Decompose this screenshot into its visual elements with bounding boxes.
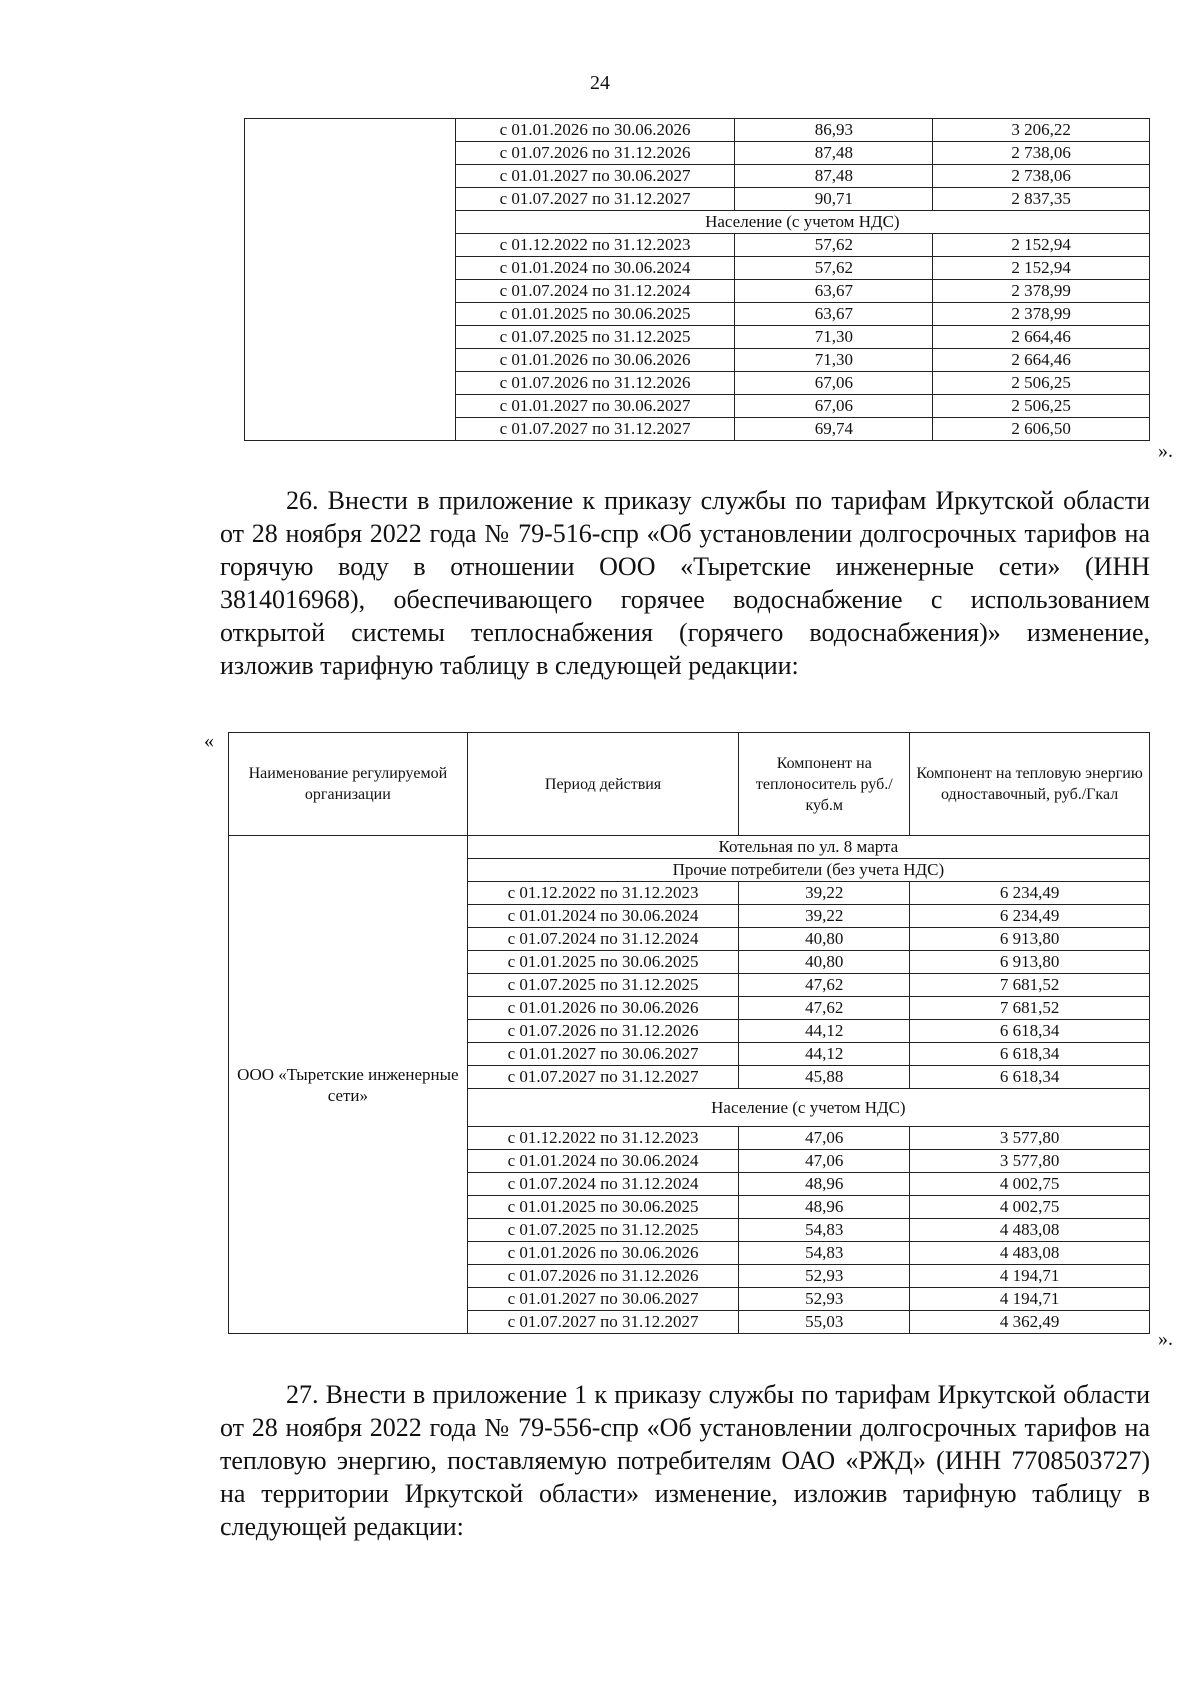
- table-header-row: [229, 733, 1150, 836]
- period-cell: с 01.01.2027 по 30.06.2027: [455, 395, 735, 418]
- period-cell: с 01.07.2027 по 31.12.2027: [455, 418, 735, 441]
- org-name: ООО «Тыретские инженерные сети»: [229, 836, 468, 1334]
- energy-value: 3 206,22: [933, 119, 1150, 142]
- period-cell: с 01.01.2026 по 30.06.2026: [467, 997, 739, 1020]
- carrier-value: 47,62: [739, 997, 910, 1020]
- header-energy: Компонент на тепловую энергию одноставочный, руб./Гкал: [910, 733, 1150, 836]
- energy-value: 4 194,71: [910, 1288, 1150, 1311]
- carrier-value: 39,22: [739, 882, 910, 905]
- carrier-value: 63,67: [735, 303, 933, 326]
- group-population-label: Население (с учетом НДС): [455, 211, 1149, 234]
- period-cell: с 01.01.2027 по 30.06.2027: [467, 1288, 739, 1311]
- carrier-value: 47,06: [739, 1127, 910, 1150]
- tariff-table-continued: [244, 118, 1150, 441]
- carrier-value: 44,12: [739, 1043, 910, 1066]
- carrier-value: 54,83: [739, 1242, 910, 1265]
- energy-value: 4 002,75: [910, 1173, 1150, 1196]
- period-cell: с 01.07.2024 по 31.12.2024: [467, 1173, 739, 1196]
- carrier-value: 67,06: [735, 372, 933, 395]
- table2-opening-mark: «: [204, 730, 214, 752]
- energy-value: 6 618,34: [910, 1020, 1150, 1043]
- period-cell: с 01.01.2027 по 30.06.2027: [455, 165, 735, 188]
- paragraph-26: 26. Внести в приложение к приказу службы по тарифам Иркутской области от 28 ноября 2022 года № 79-516-спр «Об установлении долгосрочных тарифов на горячую воду в отношении ООО «Тыретские инженерные сети» (ИНН 3814016968), обеспечивающего горячее водоснабжение с использованием открытой системы теплоснабжения (горячего водоснабжения)» изменение, изложив тарифную таблицу в следующей редакции:: [220, 486, 1150, 680]
- energy-value: 2 378,99: [933, 303, 1150, 326]
- carrier-value: 86,93: [735, 119, 933, 142]
- energy-value: 2 506,25: [933, 372, 1150, 395]
- period-cell: с 01.07.2026 по 31.12.2026: [455, 142, 735, 165]
- period-cell: с 01.01.2025 по 30.06.2025: [455, 303, 735, 326]
- carrier-value: 71,30: [735, 326, 933, 349]
- energy-value: 4 194,71: [910, 1265, 1150, 1288]
- energy-value: 2 738,06: [933, 142, 1150, 165]
- carrier-value: 57,62: [735, 257, 933, 280]
- boiler-label: Котельная по ул. 8 марта: [467, 836, 1149, 859]
- page-number: 24: [590, 72, 610, 94]
- org-cell-empty: [245, 119, 456, 441]
- carrier-value: 40,80: [739, 951, 910, 974]
- carrier-value: 40,80: [739, 928, 910, 951]
- header-org: Наименование регулируемой организации: [229, 733, 468, 836]
- period-cell: с 01.07.2025 по 31.12.2025: [467, 1219, 739, 1242]
- energy-value: 2 664,46: [933, 349, 1150, 372]
- energy-value: 6 618,34: [910, 1043, 1150, 1066]
- energy-value: 3 577,80: [910, 1150, 1150, 1173]
- carrier-value: 52,93: [739, 1265, 910, 1288]
- energy-value: 2 152,94: [933, 257, 1150, 280]
- carrier-value: 69,74: [735, 418, 933, 441]
- period-cell: с 01.07.2027 по 31.12.2027: [455, 188, 735, 211]
- energy-value: 2 378,99: [933, 280, 1150, 303]
- header-period: Период действия: [467, 733, 739, 836]
- header-carrier: Компонент на теплоноситель руб./куб.м: [739, 733, 910, 836]
- period-cell: с 01.07.2026 по 31.12.2026: [467, 1020, 739, 1043]
- energy-value: 3 577,80: [910, 1127, 1150, 1150]
- energy-value: 2 152,94: [933, 234, 1150, 257]
- period-cell: с 01.12.2022 по 31.12.2023: [467, 1127, 739, 1150]
- carrier-value: 47,06: [739, 1150, 910, 1173]
- period-cell: с 01.12.2022 по 31.12.2023: [455, 234, 735, 257]
- energy-value: 2 738,06: [933, 165, 1150, 188]
- period-cell: с 01.07.2026 по 31.12.2026: [467, 1265, 739, 1288]
- carrier-value: 48,96: [739, 1196, 910, 1219]
- energy-value: 2 506,25: [933, 395, 1150, 418]
- energy-value: 6 234,49: [910, 882, 1150, 905]
- period-cell: с 01.01.2025 по 30.06.2025: [467, 1196, 739, 1219]
- carrier-value: 47,62: [739, 974, 910, 997]
- carrier-value: 87,48: [735, 142, 933, 165]
- table2-closing-mark: ».: [1158, 1328, 1173, 1350]
- carrier-value: 57,62: [735, 234, 933, 257]
- period-cell: с 01.07.2025 по 31.12.2025: [455, 326, 735, 349]
- period-cell: с 01.12.2022 по 31.12.2023: [467, 882, 739, 905]
- period-cell: с 01.07.2027 по 31.12.2027: [467, 1066, 739, 1089]
- carrier-value: 54,83: [739, 1219, 910, 1242]
- energy-value: 6 234,49: [910, 905, 1150, 928]
- period-cell: с 01.01.2025 по 30.06.2025: [467, 951, 739, 974]
- period-cell: с 01.07.2024 по 31.12.2024: [455, 280, 735, 303]
- group-population-label: Население (с учетом НДС): [467, 1089, 1149, 1127]
- energy-value: 4 002,75: [910, 1196, 1150, 1219]
- carrier-value: 55,03: [739, 1311, 910, 1334]
- energy-value: 4 483,08: [910, 1242, 1150, 1265]
- energy-value: 6 913,80: [910, 951, 1150, 974]
- carrier-value: 44,12: [739, 1020, 910, 1043]
- carrier-value: 52,93: [739, 1288, 910, 1311]
- energy-value: 6 913,80: [910, 928, 1150, 951]
- period-cell: с 01.07.2026 по 31.12.2026: [455, 372, 735, 395]
- energy-value: 2 664,46: [933, 326, 1150, 349]
- period-cell: с 01.07.2027 по 31.12.2027: [467, 1311, 739, 1334]
- boiler-row: [229, 836, 1150, 859]
- period-cell: с 01.01.2024 по 30.06.2024: [467, 905, 739, 928]
- period-cell: с 01.07.2025 по 31.12.2025: [467, 974, 739, 997]
- period-cell: с 01.01.2026 по 30.06.2026: [467, 1242, 739, 1265]
- carrier-value: 67,06: [735, 395, 933, 418]
- carrier-value: 63,67: [735, 280, 933, 303]
- period-cell: с 01.01.2027 по 30.06.2027: [467, 1043, 739, 1066]
- carrier-value: 90,71: [735, 188, 933, 211]
- energy-value: 4 362,49: [910, 1311, 1150, 1334]
- period-cell: с 01.01.2026 по 30.06.2026: [455, 119, 735, 142]
- tariff-table-tyretskie: [228, 732, 1150, 1334]
- carrier-value: 87,48: [735, 165, 933, 188]
- energy-value: 7 681,52: [910, 997, 1150, 1020]
- carrier-value: 48,96: [739, 1173, 910, 1196]
- period-cell: с 01.07.2024 по 31.12.2024: [467, 928, 739, 951]
- table-row: [245, 119, 1150, 142]
- energy-value: 6 618,34: [910, 1066, 1150, 1089]
- period-cell: с 01.01.2024 по 30.06.2024: [467, 1150, 739, 1173]
- period-cell: с 01.01.2024 по 30.06.2024: [455, 257, 735, 280]
- carrier-value: 71,30: [735, 349, 933, 372]
- energy-value: 2 606,50: [933, 418, 1150, 441]
- energy-value: 2 837,35: [933, 188, 1150, 211]
- period-cell: с 01.01.2026 по 30.06.2026: [455, 349, 735, 372]
- table1-closing-mark: ».: [1158, 440, 1173, 462]
- paragraph-27: 27. Внести в приложение 1 к приказу службы по тарифам Иркутской области от 28 ноября 2022 года № 79-556-спр «Об установлении долгосрочных тарифов на тепловую энергию, поставляемую потребителям ОАО «РЖД» (ИНН 7708503727) на территории Иркутской области» изменение, изложив тарифную таблицу в следующей редакции:: [220, 1380, 1150, 1541]
- energy-value: 4 483,08: [910, 1219, 1150, 1242]
- energy-value: 7 681,52: [910, 974, 1150, 997]
- carrier-value: 39,22: [739, 905, 910, 928]
- carrier-value: 45,88: [739, 1066, 910, 1089]
- group-other-label: Прочие потребители (без учета НДС): [467, 859, 1149, 882]
